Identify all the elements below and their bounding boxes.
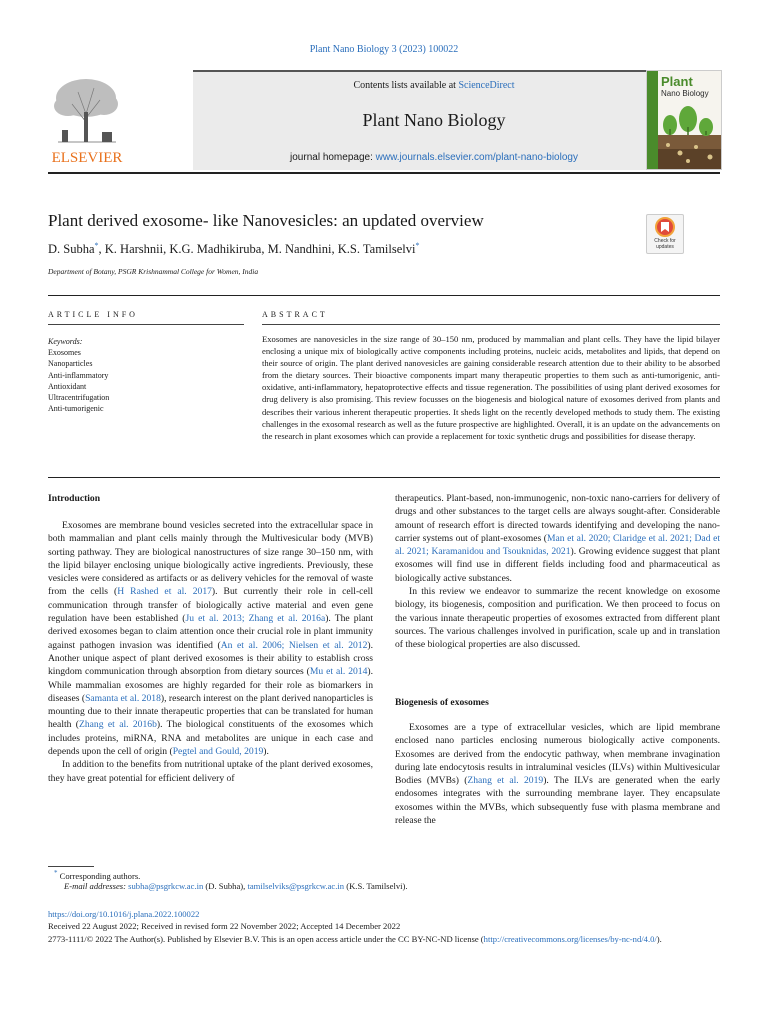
paragraph-text: ). xyxy=(263,746,269,758)
citation-link[interactable]: Man et al. 2020; Claridge et al. 2021; Dad et al. 2021; Karamanidou and Tsouknidas, 2021 xyxy=(395,532,720,558)
citation-link[interactable]: Pegtel and Gould, 2019 xyxy=(172,746,264,758)
homepage-prefix: journal homepage: xyxy=(290,152,376,163)
journal-homepage-link[interactable]: www.journals.elsevier.com/plant-nano-biology xyxy=(375,152,578,163)
divider xyxy=(262,324,720,325)
divider xyxy=(48,477,720,478)
journal-header xyxy=(48,70,720,170)
right-column-bottom xyxy=(395,721,720,827)
paragraph-text: therapeutics. Plant-based, non-immunogenic, non-toxic nano-carriers for delivery of drugs and other substances to the target cells are always sought-after. Considerable amount of research effort is directed towards identifying and developing the nano-carrier systems out of plant-exosomes ( xyxy=(395,493,720,544)
paragraph-text: ). The ILVs are generated when the early endosomes integrates with the surrounding membrane layer. They encapsulate exosomes within the MVBs, which subsequently fuse with plasma membrane and release the xyxy=(395,775,720,827)
keywords-list xyxy=(48,336,238,414)
footnote-divider xyxy=(48,866,94,867)
citation-link[interactable]: H Rashed et al. 2017 xyxy=(117,586,212,598)
author[interactable]: M. Nandhini xyxy=(267,242,332,257)
cover-subtitle: Nano Biology xyxy=(661,89,709,98)
license-text: 2773-1111/© 2022 The Author(s). Published by Elsevier B.V. This is an open access article under the CC BY-NC-ND license ( xyxy=(48,934,484,944)
paragraph-text: ). The biological constituents of the exosomes which includes proteins, miRNA, RNA and metabolites are unique in each case and depends upon the cell of origin ( xyxy=(48,719,373,758)
paragraph: In addition to the benefits from nutritional uptake of the plant derived exosomes, they have great potential for efficient delivery of xyxy=(48,759,373,784)
keywords-heading: Keywords: xyxy=(48,337,83,346)
paragraph-text: ), research interest on the plant derived nanoparticles is mounting due to their innate therapeutic properties that can be translated for human health ( xyxy=(48,692,373,731)
contents-prefix: Contents lists available at xyxy=(353,80,459,91)
sciencedirect-link[interactable]: ScienceDirect xyxy=(458,80,515,91)
paragraph-text: Exosomes are a type of extracellular vesicles, which are lipid membrane enclosed nano particles enclosing numerous biologically active components. Exosomes are derived from the endocytic pathway, when membrane invagination during late endocytosis results in intraluminal vesicles (ILVs) within Multivesicular Bodies (MVBs) ( xyxy=(395,722,720,787)
received-dates: Received 22 August 2022; Received in revised form 22 November 2022; Accepted 14 December 2022 xyxy=(48,921,401,931)
author[interactable]: K. Harshnii xyxy=(104,242,164,257)
elsevier-tree-icon xyxy=(48,74,126,166)
footnote-text: Corresponding authors. xyxy=(59,870,141,881)
doi-link[interactable]: https://doi.org/10.1016/j.plana.2022.100022 xyxy=(48,909,200,919)
paragraph-text: ). Growing evidence suggest that plant exosomes will find use in different fields including food and pharmaceutical as biologically active substances. xyxy=(395,546,720,584)
keyword: Anti-tumorigenic xyxy=(48,404,104,414)
left-column xyxy=(48,519,373,785)
author[interactable]: K.G. Madhikiruba xyxy=(169,242,262,257)
keyword: Exosomes xyxy=(48,348,81,358)
section-heading-biogenesis: Biogenesis of exosomes xyxy=(395,697,489,708)
check-updates-label: Check for updates xyxy=(654,238,676,250)
email-link[interactable]: subha@psgrkcw.ac.in xyxy=(128,881,204,891)
author[interactable]: D. Subha xyxy=(48,242,95,257)
paragraph xyxy=(395,721,720,827)
check-updates-icon xyxy=(647,215,683,239)
affiliation: Department of Botany, PSGR Krishnammal College for Women, India xyxy=(48,267,259,276)
check-for-updates-badge[interactable] xyxy=(646,214,684,254)
homepage-line xyxy=(193,152,675,163)
corresponding-star[interactable]: * xyxy=(94,241,99,250)
header-divider xyxy=(48,172,720,174)
citation-link[interactable]: An et al. 2006; Nielsen et al. 2012 xyxy=(220,639,368,651)
citation-link[interactable]: Zhang et al. 2016b xyxy=(79,719,157,731)
cover-spine xyxy=(647,71,658,169)
citation-link[interactable]: Zhang et al. 2019 xyxy=(467,775,544,787)
paragraph: In this review we endeavor to summarize the recent knowledge on exosome biology, its biogenesis, composition and purification. We then proceed to focus on the various innate therapeutic properties of exosomes extracted from different plant sources. The various challenges involved in purification, scale up and in translation of these biological properties are also discussed. xyxy=(395,586,720,651)
email-owner: (D. Subha), xyxy=(203,881,248,891)
license-statement xyxy=(48,933,720,945)
keyword: Antioxidant xyxy=(48,381,87,391)
paragraph-text: ). While mammalian exosomes are highly regarded for their role as biomarkers in diseases ( xyxy=(48,666,373,704)
divider xyxy=(48,295,720,296)
paragraph xyxy=(48,519,373,758)
corresponding-star[interactable]: * xyxy=(415,241,420,250)
cover-title: Plant xyxy=(661,74,693,89)
footnote-star: * xyxy=(54,869,58,877)
journal-cover-thumbnail[interactable] xyxy=(646,70,722,170)
paragraph xyxy=(395,492,720,585)
journal-name: Plant Nano Biology xyxy=(362,110,506,130)
footnote-emails xyxy=(64,881,408,891)
author[interactable]: K.S. Tamilselvi xyxy=(337,242,416,257)
citation-link[interactable]: Ju et al. 2013; Zhang et al. 2016a xyxy=(185,613,326,625)
cover-plant-illustration xyxy=(658,105,721,169)
svg-text:ELSEVIER: ELSEVIER xyxy=(51,150,123,166)
journal-reference[interactable]: Plant Nano Biology 3 (2023) 100022 xyxy=(309,44,459,55)
paragraph-text: ). But currently their role in cell-cell communication through transfer of biologically active material and even gene regulation have been established ( xyxy=(48,586,373,625)
elsevier-logo[interactable] xyxy=(48,74,126,166)
paragraph-text: ). Another unique aspect of plant derived exosomes is their ability to establish cross kingdom communication through absorption from dietary sources ( xyxy=(48,639,373,678)
article-title: Plant derived exosome- like Nanovesicles: an updated overview xyxy=(48,211,484,230)
email-owner: (K.S. Tamilselvi). xyxy=(344,881,408,891)
license-text-end: ). xyxy=(656,934,662,944)
author-list: D. Subha*, K. Harshnii, K.G. Madhikiruba, M. Nandhini, K.S. Tamilselvi* xyxy=(48,241,420,257)
keyword: Ultracentrifugation xyxy=(48,393,110,403)
right-column-top xyxy=(395,492,720,652)
citation-link[interactable]: Mu et al. 2014 xyxy=(309,666,368,678)
paragraph-text: ). The plant derived exosomes began to claim attention once their crucial role in plant immunity against pathogen invasion was identified ( xyxy=(48,613,373,651)
section-heading-introduction: Introduction xyxy=(48,493,101,504)
contents-line xyxy=(193,80,675,91)
email-link[interactable]: tamilselviks@psgrkcw.ac.in xyxy=(247,881,345,891)
keyword: Anti-inflammatory xyxy=(48,370,109,380)
citation-link[interactable]: Samanta et al. 2018 xyxy=(85,692,161,704)
keyword: Nanoparticles xyxy=(48,359,93,369)
journal-header-box xyxy=(193,70,675,170)
paragraph-text: Exosomes are membrane bound vesicles secreted into the extracellular space in both mammalian and plant cells mainly through the Multivesicular body (MVB) sorting pathway. They are biological nanostructures of size range 30–150 nm, with the lipid bilayer enclosing unique biologically active ingredients. Previously, these vesicles were considered as artifacts or as delivery vehicles for the removal of waste from the cells ( xyxy=(48,520,373,598)
email-label: E-mail addresses: xyxy=(64,881,126,891)
abstract-text: Exosomes are nanovesicles in the size range of 30–150 nm, produced by mammalian and plant cells. They have the lipid bilayer enclosing a unique mix of biologically active components including proteins, nucleic acids, metabolites and lipids, that depend on their source of origin. The plant derived nanovesicles are gaining considerable research attention due to their ability to be absorbed from the dietary sources. Their bioactive components impart many therapeutic properties to them such as anti-tumorigenic, anti-oxidative, anti-inflammatory, hepatoprotective effects and tissue regeneration. The possibilities of using plant derived exosomes for drug delivery is also promising. This review focusses on the biogenesis and biological nature of exosomes derived from plants and describes their various inherent therapeutic properties. It sheds light on the recently developed methods to study them. The existing challenges in the exosomal research as well as the future prospective are highlighted. Overall, it is an update on the advancements on the research in plant exosomes which can provide a replacement for toxic synthetic drugs and possibilities for disease therapy. xyxy=(262,334,720,441)
footnote-corresponding xyxy=(54,869,140,881)
abstract-heading: ABSTRACT xyxy=(262,310,328,319)
license-link[interactable]: http://creativecommons.org/licenses/by-nc-nd/4.0/ xyxy=(483,934,657,944)
article-info-heading: ARTICLE INFO xyxy=(48,310,138,319)
divider xyxy=(48,324,244,325)
